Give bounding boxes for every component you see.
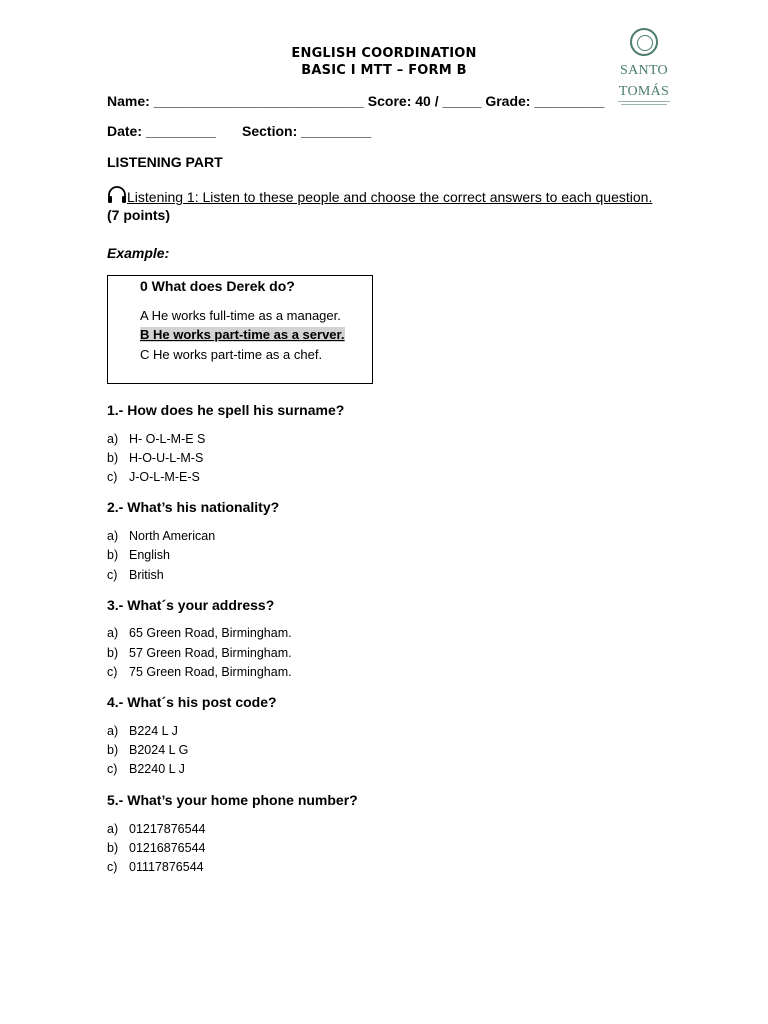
headphones-icon: [107, 186, 127, 204]
option-letter: b): [107, 451, 119, 465]
option-text: 57 Green Road, Birmingham.: [129, 646, 292, 660]
option-3a[interactable]: [107, 626, 292, 640]
option-1a[interactable]: [107, 432, 205, 446]
option-letter: c): [107, 470, 118, 484]
example-label: Example:: [107, 245, 170, 261]
option-2c[interactable]: [107, 568, 164, 582]
logo-subtext-line: [621, 104, 667, 105]
option-letter: b): [107, 646, 119, 660]
example-question: 0 What does Derek do?: [140, 278, 295, 294]
document-title-line1: ENGLISH COORDINATION: [291, 46, 477, 61]
option-text: B224 L J: [129, 724, 178, 738]
option-2b[interactable]: [107, 548, 170, 562]
option-text: North American: [129, 529, 216, 543]
name-score-grade-line: Name: ___________________________ Score: 40 / _____ Grade: _________: [107, 93, 605, 109]
option-3c[interactable]: [107, 665, 292, 679]
option-5c[interactable]: [107, 860, 204, 874]
instruction-points: (7 points): [107, 207, 170, 223]
document-title-line2: BASIC I MTT – FORM B: [301, 63, 467, 78]
option-letter: b): [107, 841, 119, 855]
option-letter: c): [107, 762, 118, 776]
option-letter: a): [107, 529, 119, 543]
example-option: C He works part-time as a chef.: [140, 347, 323, 362]
option-5b[interactable]: [107, 841, 205, 855]
option-text: British: [129, 568, 164, 582]
option-text: 01216876544: [129, 841, 206, 855]
instruction-text: Listening 1: Listen to these people and choose the correct answers to each question.: [127, 189, 653, 205]
option-text: 65 Green Road, Birmingham.: [129, 626, 292, 640]
example-option-correct: B He works part-time as a server.: [140, 327, 345, 342]
option-text: H- O-L-M-E S: [129, 432, 206, 446]
option-letter: c): [107, 860, 118, 874]
option-3b[interactable]: [107, 646, 292, 660]
option-text: 01117876544: [129, 860, 204, 874]
logo-brand-line1: SANTO: [620, 63, 668, 78]
question-1: 1.- How does he spell his surname?: [107, 402, 345, 418]
option-4b[interactable]: [107, 743, 188, 757]
option-letter: a): [107, 432, 119, 446]
example-option: A He works full-time as a manager.: [140, 308, 341, 323]
option-letter: b): [107, 743, 119, 757]
option-letter: a): [107, 822, 119, 836]
option-letter: a): [107, 724, 119, 738]
option-text: B2024 L G: [129, 743, 189, 757]
option-text: 75 Green Road, Birmingham.: [129, 665, 292, 679]
section-field: Section: _________: [242, 123, 372, 139]
section-title: LISTENING PART: [107, 154, 223, 170]
option-text: 01217876544: [129, 822, 206, 836]
school-logo: [608, 28, 680, 112]
option-text: H-O-U-L-M-S: [129, 451, 204, 465]
option-4a[interactable]: [107, 724, 178, 738]
option-letter: c): [107, 568, 118, 582]
logo-subtext-line: [618, 101, 670, 102]
option-text: J-O-L-M-E-S: [129, 470, 200, 484]
listening-instruction: [107, 186, 667, 223]
option-2a[interactable]: [107, 529, 215, 543]
option-letter: c): [107, 665, 118, 679]
logo-brand-line2: TOMÁS: [618, 84, 670, 99]
option-letter: b): [107, 548, 119, 562]
date-field: Date: _________: [107, 123, 216, 139]
question-3: 3.- What´s your address?: [107, 597, 275, 613]
option-1c[interactable]: [107, 470, 200, 484]
seal-icon: [630, 28, 658, 56]
option-letter: a): [107, 626, 119, 640]
option-1b[interactable]: [107, 451, 203, 465]
option-5a[interactable]: [107, 822, 205, 836]
question-5: 5.- What’s your home phone number?: [107, 792, 358, 808]
example-box: [107, 275, 373, 384]
option-text: B2240 L J: [129, 762, 185, 776]
question-2: 2.- What’s his nationality?: [107, 499, 280, 515]
question-4: 4.- What´s his post code?: [107, 694, 277, 710]
option-4c[interactable]: [107, 762, 185, 776]
option-text: English: [129, 548, 170, 562]
